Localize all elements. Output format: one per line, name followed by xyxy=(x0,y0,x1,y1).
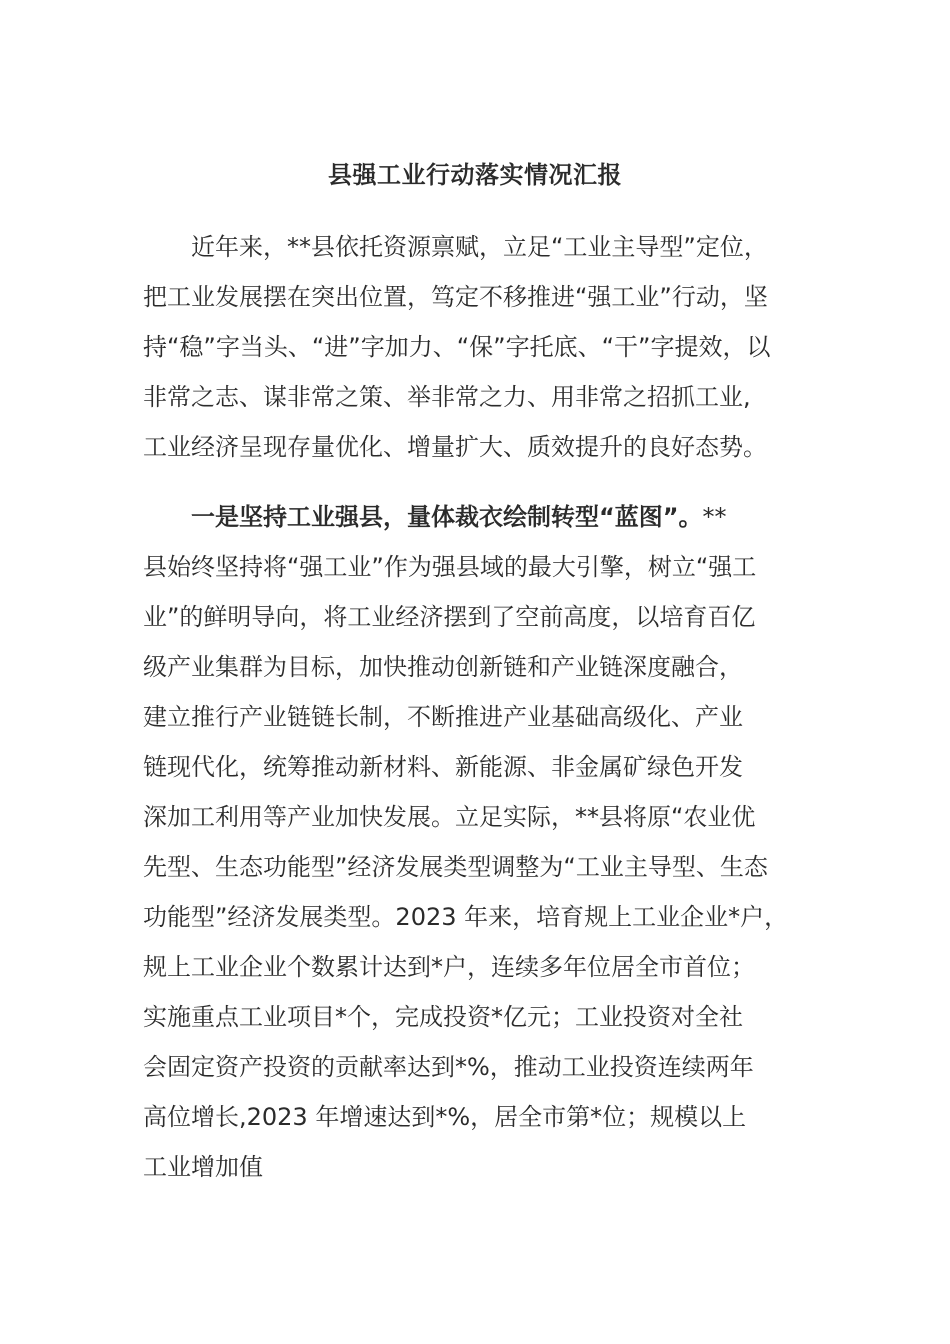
section1-line-1: 县始终坚持将“强工业”作为强县域的最大引擎，树立“强工 xyxy=(143,553,757,581)
intro-line-3: 持“稳”字当头、“进”字加力、“保”字托底、“干”字提效，以 xyxy=(143,333,771,361)
section1-line-12: 高位增长,2023 年增速达到*%，居全市第*位；规模以上 xyxy=(143,1103,747,1131)
document-title: 县强工业行动落实情况汇报 xyxy=(328,161,622,189)
section1-line-4: 建立推行产业链链长制，不断推进产业基础高级化、产业 xyxy=(143,703,743,731)
intro-line-1: 近年来，**县依托资源禀赋，立足“工业主导型”定位， xyxy=(143,233,768,261)
section1-line-10: 实施重点工业项目*个，完成投资*亿元；工业投资对全社 xyxy=(143,1003,743,1031)
section1-heading-line xyxy=(143,500,727,534)
section1-line-3: 级产业集群为目标，加快推动创新链和产业链深度融合， xyxy=(143,653,743,681)
section1-line-11: 会固定资产投资的贡献率达到*%，推动工业投资连续两年 xyxy=(143,1053,754,1081)
intro-line-2: 把工业发展摆在突出位置，笃定不移推进“强工业”行动，坚 xyxy=(143,283,768,311)
section1-heading-tail: ** xyxy=(702,503,727,531)
section1-line-8: 功能型”经济发展类型。2023 年来，培育规上工业企业*户， xyxy=(143,903,789,931)
section1-line-6: 深加工利用等产业加快发展。立足实际，**县将原“农业优 xyxy=(143,803,756,831)
section1-line-9: 规上工业企业个数累计达到*户，连续多年位居全市首位； xyxy=(143,953,755,981)
section1-line-5: 链现代化，统筹推动新材料、新能源、非金属矿绿色开发 xyxy=(143,753,743,781)
section1-heading: 一是坚持工业强县，量体裁衣绘制转型“蓝图”。 xyxy=(143,503,703,531)
section1-line-2: 业”的鲜明导向，将工业经济摆到了空前高度，以培育百亿 xyxy=(143,603,756,631)
section1-line-13: 工业增加值 xyxy=(143,1153,263,1181)
intro-line-5: 工业经济呈现存量优化、增量扩大、质效提升的良好态势。 xyxy=(143,433,767,461)
intro-line-4: 非常之志、谋非常之策、举非常之力、用非常之招抓工业, xyxy=(143,383,751,411)
section1-line-7: 先型、生态功能型”经济发展类型调整为“工业主导型、生态 xyxy=(143,853,768,881)
